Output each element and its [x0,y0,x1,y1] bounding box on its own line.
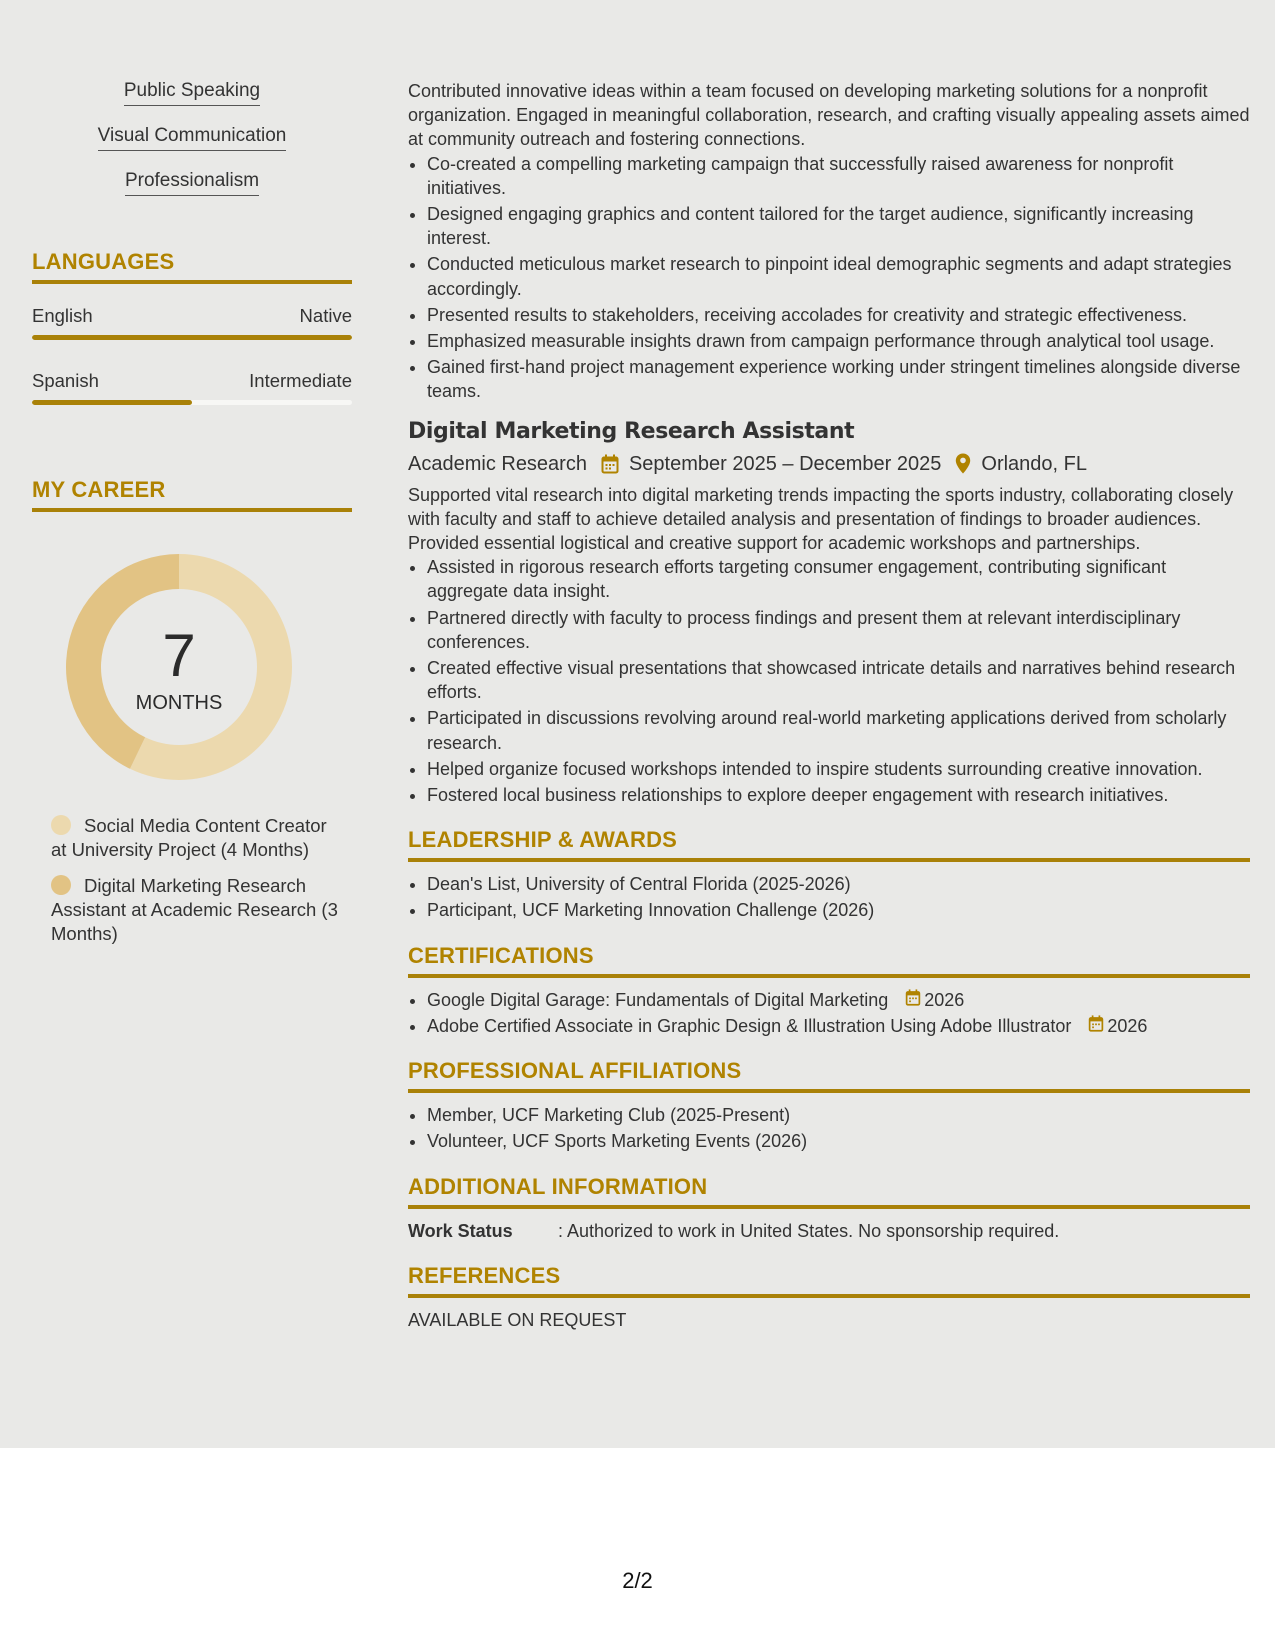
work-status-row [408,1219,1250,1243]
references-heading: REFERENCES [408,1263,1250,1298]
skill-item: Public Speaking [124,80,260,106]
career-total: 7 [162,622,196,689]
left-column [32,80,352,958]
right-column [408,79,1250,1332]
page-number: 2/2 [622,1568,653,1593]
language-proficiency-fill [32,400,192,405]
job-location: Orlando, FL [981,452,1087,475]
career-donut-chart [66,554,292,780]
leadership-heading: LEADERSHIP & AWARDS [408,827,1250,862]
job-bullet: • Assisted in rigorous research efforts targeting consumer engagement, contributing significant aggregate data insight. [427,555,1250,603]
certification-year: 2026 [924,989,965,1010]
skill-item: Visual Communication [98,125,287,151]
leadership-item: • Dean's List, University of Central Florida (2025-2026) [427,872,1250,896]
job-bullet: • Created effective visual presentations that showcased intricate details and narratives behind research efforts. [427,656,1250,704]
job-company: Academic Research [408,452,587,475]
affiliation-item: • Member, UCF Marketing Club (2025-Present) [427,1103,1250,1127]
calendar-icon [1088,1014,1107,1038]
job-title: Digital Marketing Research Assistant [408,418,855,444]
additional-info-heading: ADDITIONAL INFORMATION [408,1174,1250,1209]
language-proficiency-bar [32,400,352,405]
references-text: AVAILABLE ON REQUEST [408,1309,627,1330]
job-bullets [408,555,1250,807]
job-bullet: • Partnered directly with faculty to process findings and present them at relevant interdisciplinary conferences. [427,606,1250,654]
legend-label: Digital Marketing Research Assistant at Academic Research (3 Months) [51,875,338,944]
legend-item [51,814,341,862]
certification-year: 2026 [1107,1015,1148,1036]
certification-item [427,1014,1250,1038]
language-name: English [32,305,93,326]
job-description: Supported vital research into digital marketing trends impacting the sports industry, collaborating closely with faculty and staff to achieve detailed analysis and presentation of findings to broader audiences. Provided essential logistical and creative support for academic workshops and partnerships. [408,484,1234,554]
job-bullet: • Co-created a compelling marketing campaign that successfully raised awareness for nonprofit initiatives. [427,152,1250,200]
legend-item [51,874,341,946]
job-bullets [408,152,1250,404]
job-dates: September 2025 – December 2025 [628,452,942,475]
job-bullet: • Fostered local business relationships to explore deeper engagement with research initiatives. [427,783,1250,807]
work-status-label: Work Status [408,1220,513,1241]
job-bullet: • Conducted meticulous market research to pinpoint ideal demographic segments and adapt strategies accordingly. [427,252,1250,300]
certifications-heading: CERTIFICATIONS [408,943,1250,978]
languages-heading: LANGUAGES [32,249,352,284]
certification-name: Adobe Certified Associate in Graphic Design & Illustration Using Adobe Illustrator [427,1015,1072,1036]
job-meta [408,451,1250,477]
skill-item: Professionalism [125,170,259,196]
leadership-list [408,872,1250,922]
skills-list [32,80,352,215]
job-bullet: • Participated in discussions revolving around real-world marketing applications derived from scholarly research. [427,706,1250,754]
calendar-icon [905,988,924,1012]
job-bullet: • Presented results to stakeholders, receiving accolades for creativity and strategic effectiveness. [427,303,1250,327]
legend-dot [51,815,71,835]
legend-dot [51,875,71,895]
language-level: Intermediate [249,370,352,391]
language-row [32,305,352,340]
language-proficiency-fill [32,335,352,340]
career-heading: MY CAREER [32,477,352,512]
job-bullet: • Designed engaging graphics and content tailored for the target audience, significantly increasing interest. [427,202,1250,250]
language-level: Native [299,305,352,326]
career-unit: MONTHS [135,692,223,714]
affiliations-list [408,1103,1250,1153]
affiliation-item: • Volunteer, UCF Sports Marketing Events (2026) [427,1129,1250,1153]
calendar-icon [601,454,619,474]
certifications-list [408,988,1250,1038]
leadership-item: • Participant, UCF Marketing Innovation Challenge (2026) [427,898,1250,922]
career-legend [51,814,341,946]
language-proficiency-bar [32,335,352,340]
job-description: Contributed innovative ideas within a team focused on developing marketing solutions for a nonprofit organization. Engaged in meaningful collaboration, research, and crafting visually appealing assets aimed at community outreach and fostering connections. [408,81,1250,150]
job-bullet: • Helped organize focused workshops intended to inspire students surrounding creative innovation. [427,757,1250,781]
location-pin-icon [955,453,971,474]
legend-label: Social Media Content Creator at University Project (4 Months) [51,815,327,860]
certification-name: Google Digital Garage: Fundamentals of Digital Marketing [427,989,889,1010]
language-row [32,370,352,405]
job-bullet: • Emphasized measurable insights drawn from campaign performance through analytical tool usage. [427,329,1250,353]
certification-item [427,988,1250,1012]
affiliations-heading: PROFESSIONAL AFFILIATIONS [408,1058,1250,1093]
language-name: Spanish [32,370,99,391]
job-bullet: • Gained first-hand project management experience working under stringent timelines alongside diverse teams. [427,355,1250,403]
work-status-value: : Authorized to work in United States. No sponsorship required. [558,1220,1060,1241]
